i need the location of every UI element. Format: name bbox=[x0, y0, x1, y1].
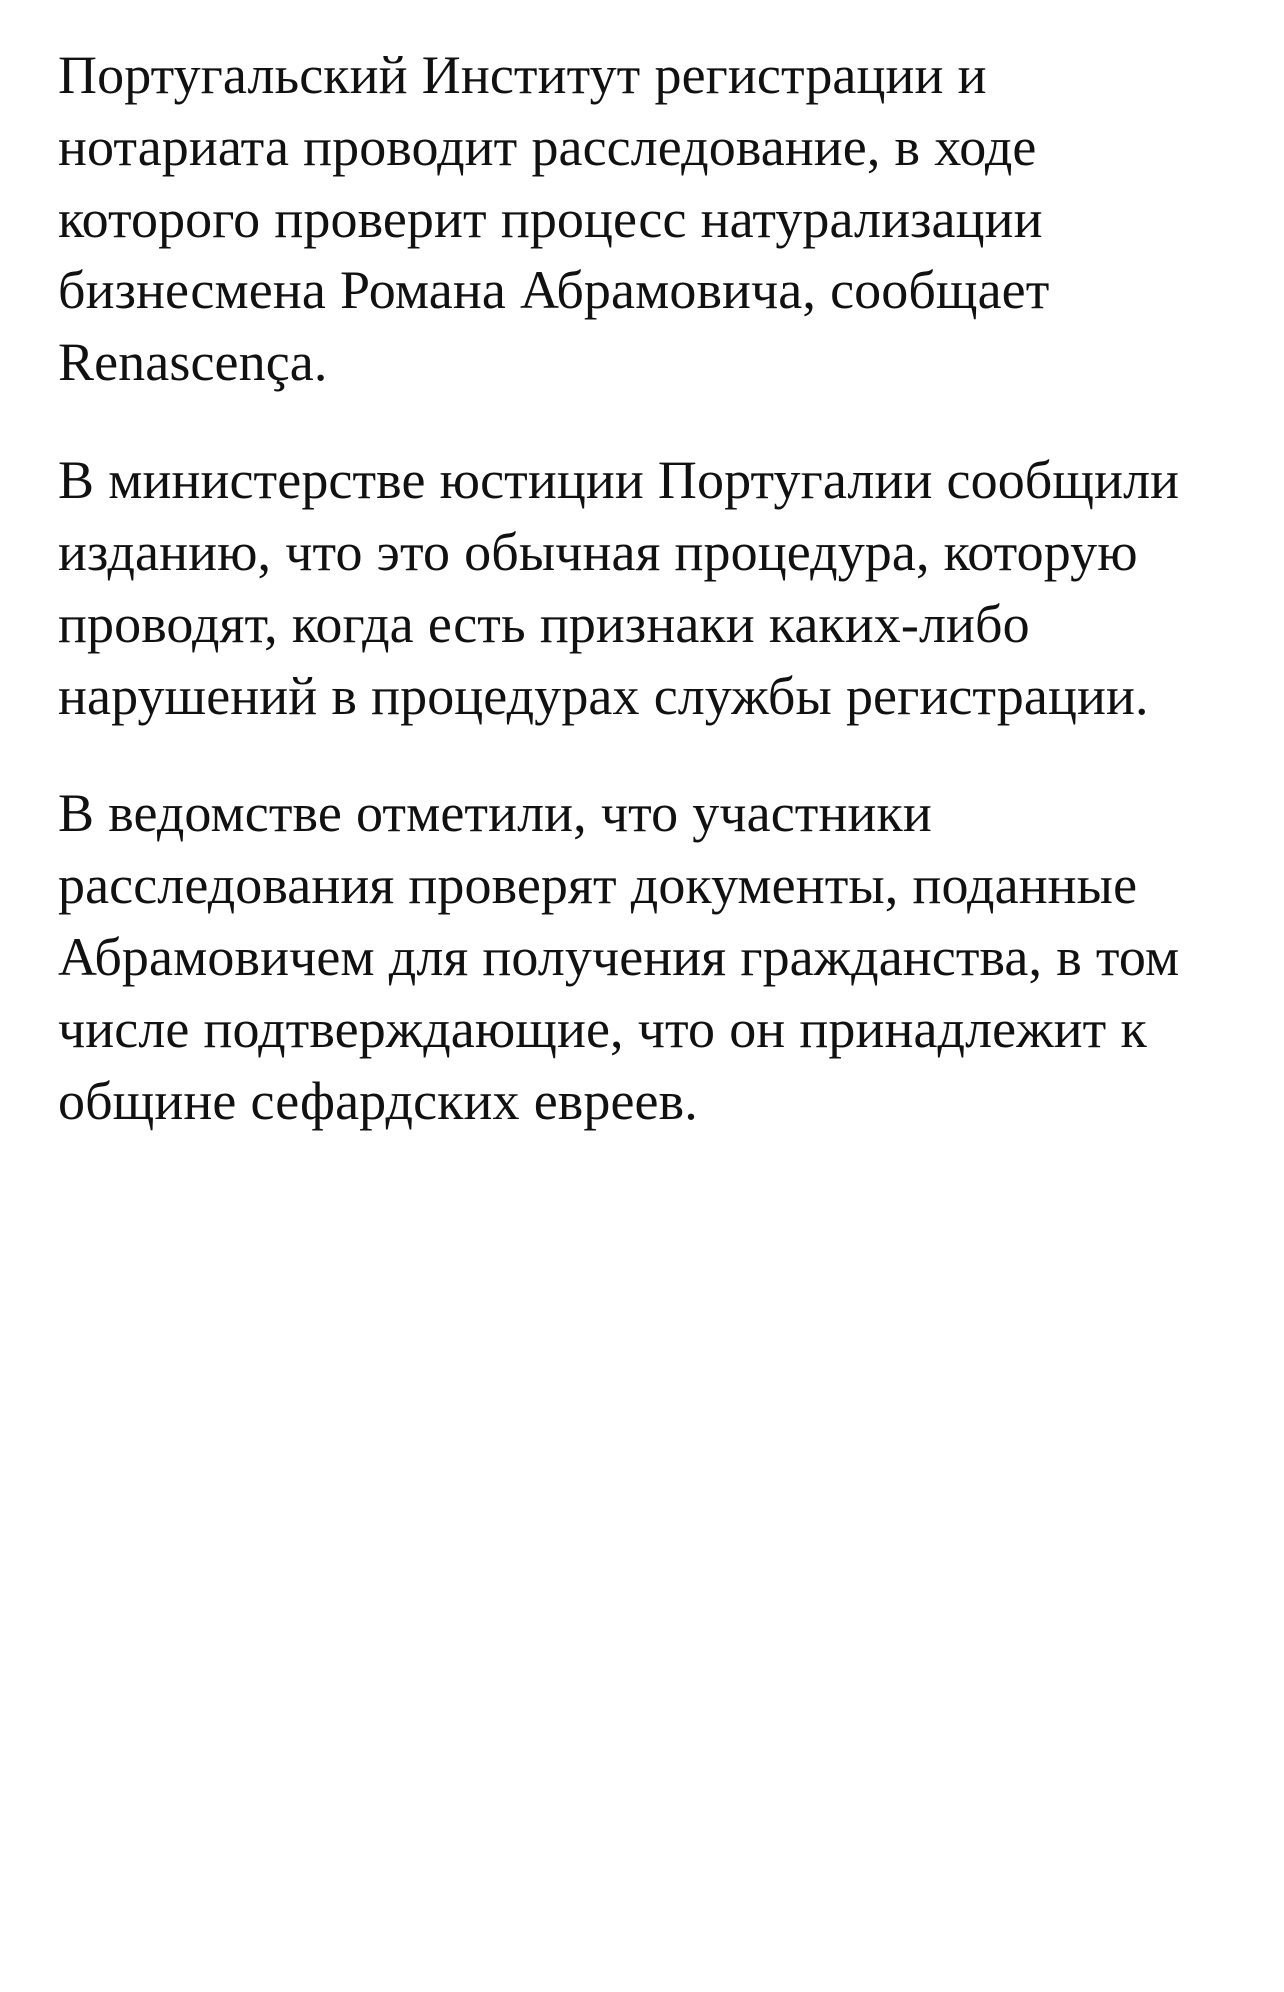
article-paragraph: В ведомстве отметили, что участники расследования проверят документы, поданные Абрамовичем для получения гражданства, в том числе подтверждающие, что он принадлежит к общине сефардских евреев. bbox=[58, 783, 1180, 1131]
article-paragraph: В министерстве юстиции Португалии сообщили изданию, что это обычная процедура, которую проводят, когда есть признаки каких-либо нарушений в процедурах службы регистрации. bbox=[58, 450, 1180, 726]
article-paragraph: Португальский Институт регистрации и нотариата проводит расследование, в ходе которого проверит процесс натурализации бизнесмена Романа Абрамовича, сообщает Renascença. bbox=[58, 45, 1050, 393]
